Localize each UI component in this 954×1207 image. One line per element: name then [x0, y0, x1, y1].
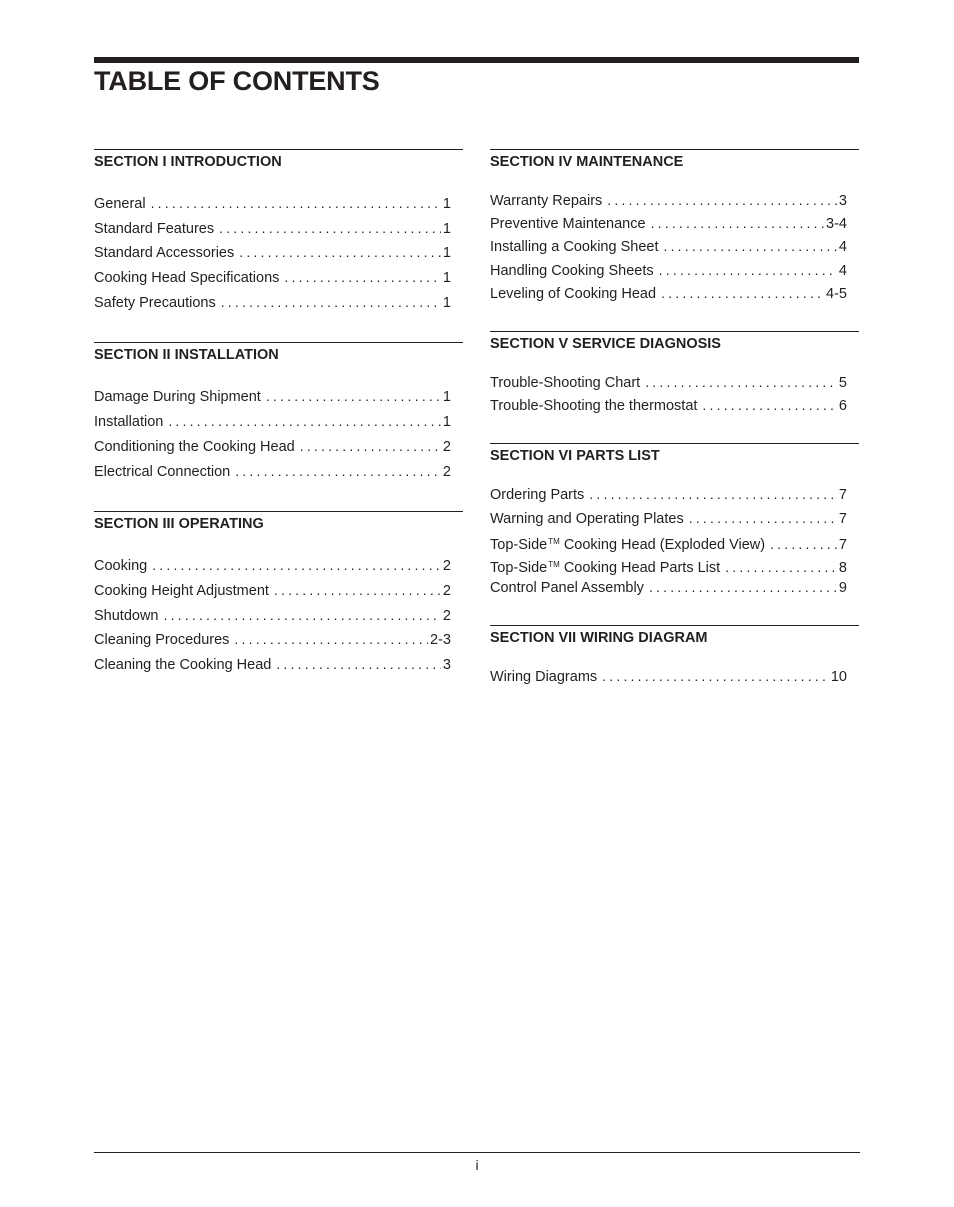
trademark-mark: TM — [548, 536, 560, 546]
toc-entry[interactable] — [490, 189, 859, 212]
right-column — [490, 149, 859, 688]
toc-entry-page: 7 — [838, 536, 847, 553]
toc-entry-text: Installing a Cooking Sheet — [490, 239, 659, 256]
toc-entry-text: Cooking Head Specifications — [94, 270, 280, 287]
toc-entry[interactable] — [490, 212, 859, 235]
toc-section — [94, 149, 463, 314]
dot-leader — [649, 576, 837, 599]
dot-leader — [152, 553, 441, 578]
dot-leader — [239, 240, 441, 265]
toc-entry[interactable] — [94, 627, 463, 652]
toc-entry-text: Shutdown — [94, 607, 159, 624]
toc-entry-text: Standard Accessories — [94, 245, 235, 262]
toc-entry-text: Cleaning the Cooking Head — [94, 656, 272, 673]
toc-entry-text: Ordering Parts — [490, 487, 585, 504]
toc-section — [94, 342, 463, 483]
dot-leader — [661, 282, 824, 305]
toc-entry-label — [94, 266, 279, 291]
footer-rule — [94, 1152, 860, 1153]
toc-entry[interactable] — [490, 507, 859, 530]
section-heading: SECTION V SERVICE DIAGNOSIS — [490, 335, 721, 352]
dot-leader — [151, 191, 441, 216]
toc-entry[interactable] — [94, 240, 463, 265]
toc-entry-list — [490, 665, 859, 688]
toc-entry-page: 2 — [442, 438, 451, 455]
toc-entry-page: 2-3 — [430, 632, 451, 649]
toc-entry-page: 2 — [442, 582, 451, 599]
toc-section — [490, 149, 859, 305]
toc-entry-label — [94, 579, 269, 604]
toc-entry[interactable] — [490, 530, 859, 553]
toc-entry-page: 3-4 — [826, 216, 847, 233]
dot-leader — [645, 371, 837, 394]
toc-entry-page: 10 — [830, 669, 847, 686]
toc-entry[interactable] — [94, 216, 463, 241]
toc-entry-label — [94, 628, 229, 653]
toc-entry[interactable] — [94, 265, 463, 290]
dot-leader — [589, 483, 837, 506]
toc-entry[interactable] — [490, 235, 859, 258]
dot-leader — [607, 189, 837, 212]
toc-entry-label — [490, 577, 644, 600]
toc-entry-text: Cooking — [94, 558, 148, 575]
section-heading: SECTION IV MAINTENANCE — [490, 154, 684, 170]
toc-entry-text: Cooking Height Adjustment — [94, 582, 269, 599]
toc-entry[interactable] — [490, 576, 859, 599]
toc-entry-text: Preventive Maintenance — [490, 216, 646, 233]
toc-entry-list — [94, 384, 463, 483]
toc-entry[interactable] — [94, 553, 463, 578]
toc-entry-list — [490, 189, 859, 305]
toc-entry[interactable] — [490, 394, 859, 417]
toc-entry-label — [94, 217, 214, 242]
toc-entry[interactable] — [94, 578, 463, 603]
toc-section — [490, 443, 859, 599]
toc-entry-label — [94, 554, 147, 579]
toc-entry-text: Electrical Connection — [94, 463, 231, 480]
toc-entry-page: 1 — [442, 414, 451, 431]
toc-entry-text-rest: Cooking Head Parts List — [559, 559, 721, 576]
toc-entry[interactable] — [94, 384, 463, 409]
toc-entry-label — [490, 236, 658, 259]
toc-entry-label — [490, 283, 656, 306]
toc-entry[interactable] — [490, 553, 859, 576]
toc-entry[interactable] — [490, 483, 859, 506]
section-heading: SECTION I INTRODUCTION — [94, 154, 282, 170]
dot-leader — [219, 216, 441, 241]
toc-entry-page: 4-5 — [826, 285, 847, 302]
toc-entry-label — [94, 241, 234, 266]
dot-leader — [651, 212, 824, 235]
dot-leader — [602, 665, 829, 688]
toc-entry-label — [94, 385, 261, 410]
toc-entry-text: Damage During Shipment — [94, 389, 261, 406]
toc-entry-text-rest: Cooking Head (Exploded View) — [559, 536, 766, 553]
dot-leader — [168, 409, 441, 434]
toc-entry-text: Installation — [94, 414, 164, 431]
toc-entry[interactable] — [94, 434, 463, 459]
dot-leader — [234, 627, 428, 652]
section-heading: SECTION VI PARTS LIST — [490, 448, 660, 465]
toc-entry-list — [94, 553, 463, 676]
toc-entry-text: Cleaning Procedures — [94, 632, 230, 649]
toc-entry[interactable] — [94, 191, 463, 216]
toc-entry-label — [94, 410, 163, 435]
dot-leader — [663, 235, 836, 258]
toc-entry[interactable] — [490, 282, 859, 305]
trademark-mark: TM — [548, 559, 560, 569]
toc-entry-text: Safety Precautions — [94, 294, 216, 311]
toc-entry-list — [490, 483, 859, 599]
toc-entry-list — [490, 371, 859, 417]
toc-entry-page: 2 — [442, 558, 451, 575]
dot-leader — [221, 290, 441, 315]
toc-entry-text: Trouble-Shooting the thermostat — [490, 398, 698, 415]
dot-leader — [164, 603, 441, 628]
toc-entry-text: Handling Cooking Sheets — [490, 262, 654, 279]
dot-leader — [300, 434, 441, 459]
toc-section — [490, 331, 859, 417]
toc-entry-label — [490, 260, 654, 283]
toc-entry-page: 1 — [442, 245, 451, 262]
toc-entry-page: 5 — [838, 374, 847, 391]
top-rule — [94, 57, 859, 63]
toc-entry-page: 8 — [838, 559, 847, 576]
toc-entry[interactable] — [94, 290, 463, 315]
left-column — [94, 149, 463, 677]
dot-leader — [276, 652, 441, 677]
toc-entry[interactable] — [490, 665, 859, 688]
toc-entry-text: Warning and Operating Plates — [490, 510, 684, 527]
toc-entry-page: 6 — [838, 398, 847, 415]
toc-entry-label — [490, 372, 640, 395]
section-heading: SECTION II INSTALLATION — [94, 347, 279, 364]
dot-leader — [235, 459, 441, 484]
toc-entry-label — [94, 460, 230, 485]
toc-entry-page: 7 — [838, 487, 847, 504]
toc-entry-text: Control Panel Assembly — [490, 580, 644, 597]
toc-entry-page: 2 — [442, 463, 451, 480]
page-title: TABLE OF CONTENTS — [94, 66, 380, 96]
toc-entry[interactable] — [94, 409, 463, 434]
toc-entry-label — [94, 435, 295, 460]
toc-entry-list — [94, 191, 463, 314]
toc-entry-text: Wiring Diagrams — [490, 669, 598, 686]
toc-section — [94, 511, 463, 676]
toc-entry-text: Warranty Repairs — [490, 193, 603, 209]
toc-entry-page: 1 — [442, 220, 451, 237]
toc-section — [490, 625, 859, 688]
toc-entry[interactable] — [94, 652, 463, 677]
toc-entry-page: 1 — [442, 294, 451, 311]
section-heading: SECTION VII WIRING DIAGRAM — [490, 630, 708, 647]
toc-entry[interactable] — [94, 459, 463, 484]
toc-entry-label — [94, 291, 216, 316]
toc-entry-label — [490, 213, 646, 236]
toc-entry-text: Conditioning the Cooking Head — [94, 438, 295, 455]
toc-entry-page: 2 — [442, 607, 451, 624]
toc-entry-label — [94, 192, 146, 217]
toc-entry-text: Top-Side — [490, 559, 548, 576]
dot-leader — [770, 533, 837, 556]
dot-leader — [266, 384, 441, 409]
toc-entry-page: 3 — [442, 656, 451, 673]
toc-entry-page: 4 — [838, 262, 847, 279]
toc-entry[interactable] — [490, 371, 859, 394]
toc-entry-text: Standard Features — [94, 220, 215, 237]
dot-leader — [274, 578, 441, 603]
toc-entry-text: Top-Side — [490, 536, 548, 553]
toc-entry-text: General — [94, 196, 146, 212]
toc-entry-label — [490, 395, 697, 418]
toc-entry-page: 1 — [442, 389, 451, 406]
toc-entry-label — [490, 508, 684, 531]
toc-entry-page: 1 — [442, 196, 451, 212]
toc-entry[interactable] — [490, 259, 859, 282]
toc-entry[interactable] — [94, 603, 463, 628]
dot-leader — [659, 259, 837, 282]
dot-leader — [284, 265, 441, 290]
toc-entry-page: 4 — [838, 239, 847, 256]
toc-entry-label — [490, 484, 584, 507]
toc-entry-page: 3 — [838, 193, 847, 209]
toc-entry-text: Trouble-Shooting Chart — [490, 374, 641, 391]
toc-entry-page: 1 — [442, 270, 451, 287]
toc-entry-label — [490, 190, 602, 213]
toc-entry-label — [94, 604, 159, 629]
page-number: i — [475, 1157, 479, 1173]
toc-entry-page: 9 — [838, 580, 847, 597]
dot-leader — [689, 507, 837, 530]
section-heading: SECTION III OPERATING — [94, 516, 264, 533]
toc-entry-label — [94, 653, 271, 678]
toc-entry-label — [490, 666, 597, 689]
toc-entry-text: Leveling of Cooking Head — [490, 285, 657, 302]
toc-entry-page: 7 — [838, 510, 847, 527]
dot-leader — [702, 394, 837, 417]
